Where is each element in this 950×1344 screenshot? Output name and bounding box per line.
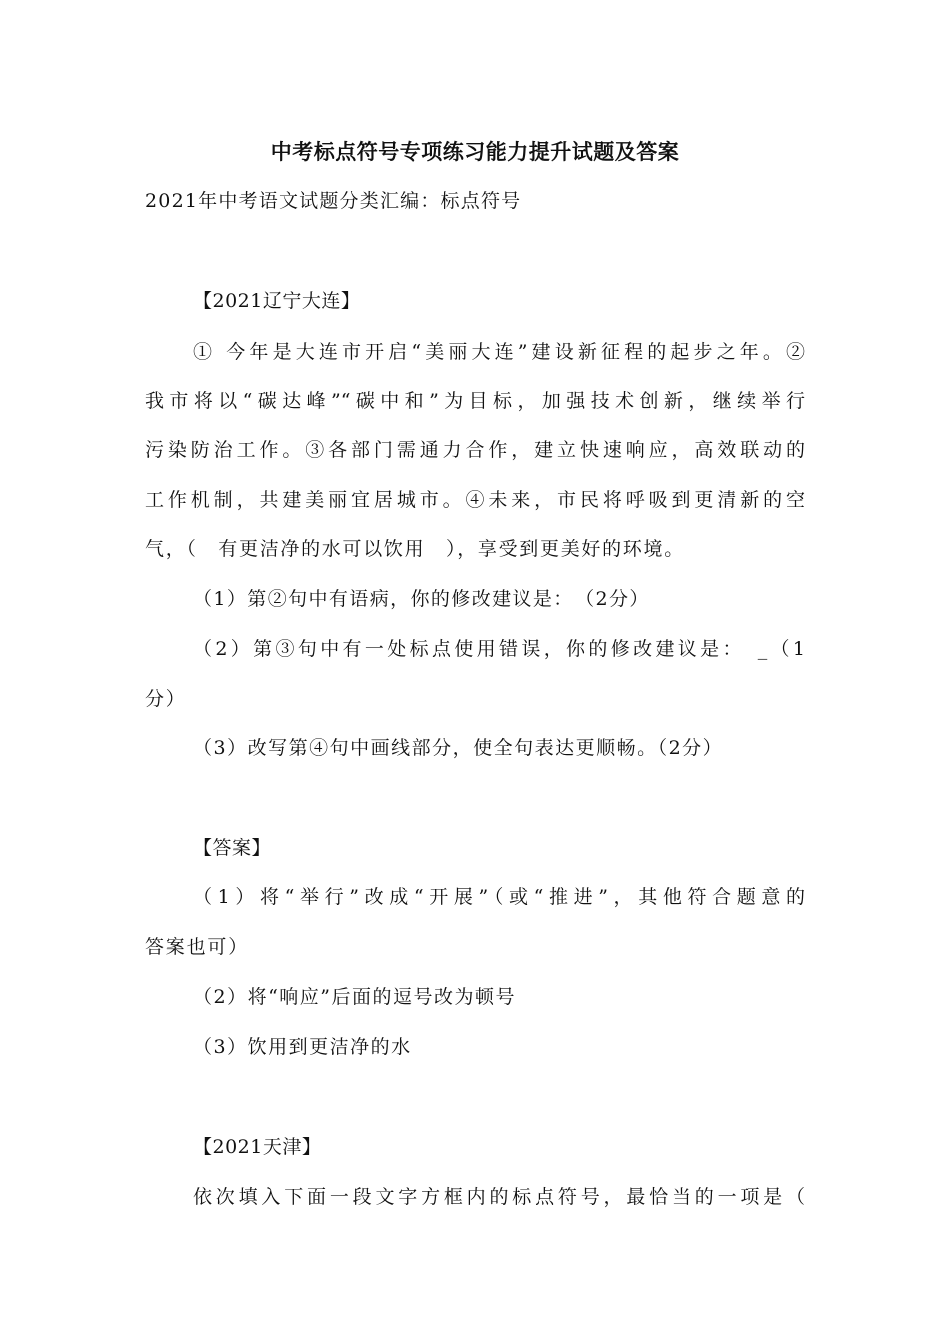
answer-3: （3）饮用到更洁净的水 [193, 1036, 412, 1058]
passage-line-5: 气，（ 有更洁净的水可以饮用 ），享受到更美好的环境。 [145, 538, 685, 560]
question-2-continued: 分） [145, 688, 187, 710]
question-1: （1）第②句中有语病，你的修改建议是： （2分） [193, 588, 650, 610]
passage-line-3: 污染防治工作。③各部门需通力合作，建立快速响应，高效联动的 [145, 439, 805, 461]
passage-line-2: 我市将以“碳达峰”“碳中和”为目标，加强技术创新，继续举行 [145, 390, 805, 412]
question-3: （3）改写第④句中画线部分，使全句表达更顺畅。（2分） [193, 737, 724, 759]
section-heading-tianjin: 【2021天津】 [193, 1136, 322, 1158]
page-title: 中考标点符号专项练习能力提升试题及答案 [270, 140, 680, 164]
question-2: （2）第③句中有一处标点使用错误，你的修改建议是： _（1 [193, 638, 805, 660]
answer-1: （1）将“举行”改成“开展”（或“推进”，其他符合题意的 [193, 886, 805, 908]
passage-line-4: 工作机制，共建美丽宜居城市。④未来，市民将呼吸到更清新的空 [145, 489, 805, 511]
section-heading-dalian: 【2021辽宁大连】 [193, 290, 361, 312]
passage-line-1: ① 今年是大连市开启“美丽大连”建设新征程的起步之年。② [193, 341, 805, 363]
answers-heading: 【答案】 [193, 837, 272, 859]
answer-2: （2）将“响应”后面的逗号改为顿号 [193, 986, 517, 1008]
document-subtitle: 2021年中考语文试题分类汇编：标点符号 [145, 190, 522, 212]
question-tianjin-1: 依次填入下面一段文字方框内的标点符号，最恰当的一项是（ [193, 1186, 805, 1208]
answer-1-continued: 答案也可） [145, 936, 250, 958]
